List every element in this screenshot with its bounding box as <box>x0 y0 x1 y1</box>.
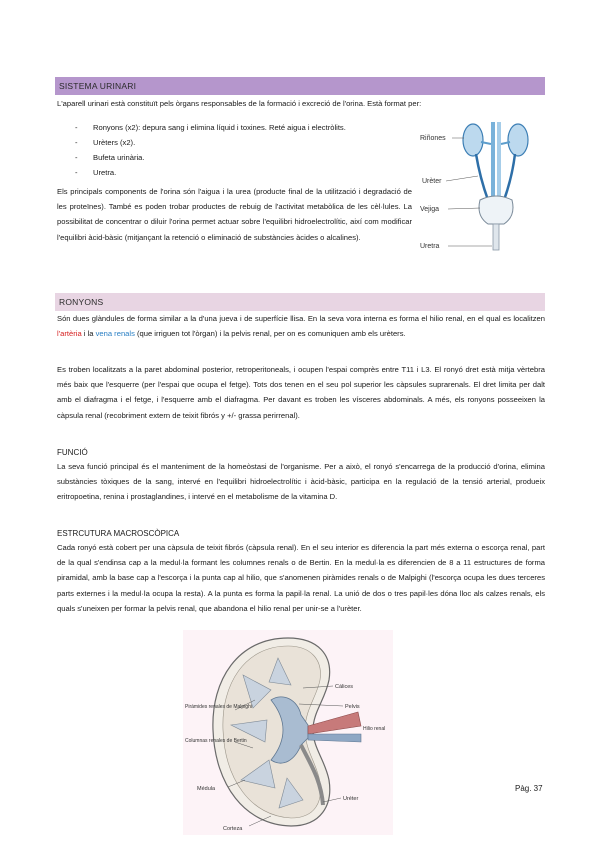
list-item: - Urèters (x2). <box>75 135 346 150</box>
urinary-system-figure <box>418 118 546 256</box>
label-ureter: Urèter <box>422 178 442 185</box>
list-item: - Uretra. <box>75 165 346 180</box>
section-header-sistema-urinari: SISTEMA URINARI <box>55 77 545 95</box>
label-columnas: Columnas renales de Bertin <box>185 738 247 744</box>
list-item: - Ronyons (x2): depura sang i elimina líquid i toxines. Reté aigua i electròlits. <box>75 120 346 135</box>
label-ureter: Uréter <box>343 796 359 802</box>
kidney-description-paragraph <box>57 311 545 341</box>
label-piramides: Pirámides renales de Malpighi <box>185 704 252 710</box>
section-header-ronyons: RONYONS <box>55 293 545 311</box>
kidney-location-paragraph: Es troben localitzats a la paret abdominal posterior, retroperitoneals, i ocupen l'espai comprès entre T11 i L3. El ronyó dret està mitja vèrtebra més baix que l'esquerre (per l'espai que ocupa el fetge). Tots dos tenen en el seu pol superior les càpsules suprarenals. El dret limita per dalt amb el diafragma i el fetge, i l'esquerre amb el diafragma. Per davant es troben les vísceres abdominals. A més, els ronyons posseeixen la càpsula renal (recobriment extern de teixit fibrós y +/- grassa perirrenal). <box>57 365 545 420</box>
label-calices: Cálices <box>335 684 354 690</box>
urine-components-paragraph: Els principals components de l'orina són l'aigua i la urea (producte final de la utilització i degradació de les proteïnes). També es poden trobar productes de rebuig de l'activitat metabòlica de les cèl·lules. La possibilitat de concentrar o diluir l'orina permet actuar sobre l'equilibri hidroelectrolític, així com modificar l'equilibri àcid-bàsic (mitjançant la retenció o eliminació de substàncies àcides o alcalines). <box>57 187 412 242</box>
macro-structure-heading: ESTRCUTURA MACROSCÒPICA <box>57 529 180 538</box>
kidney-text-2: i la <box>81 329 96 339</box>
macro-structure-paragraph: Cada ronyó està cobert per una càpsula de teixit fibrós (càpsula renal). En el seu interior es diferencia la part més externa o escorça renal, part de la qual s'endinsa cap a la medul·la formant les columnes renals o de Bertin. En la medul·la es diferencien de 8 a 11 estructures de forma piramidal, amb la base cap a l'escorça i la punta cap al hilio, que s'anomenen piràmides renals o de Malpighi (l'escorça ocupa les dues terceres parts externes i la medul·la ocupa la resta). A la punta es forma la papil·la renal. La unió de dos o tres papil·les dóna lloc als calzes renals, els quals s'uneixen per formar la pelvis renal, que abandona el hilio renal per unir-se a l'urèter. <box>57 543 545 613</box>
organs-list <box>75 120 346 180</box>
kidney-text-3: (que irriguen tot l'òrgan) i la pelvis renal, per on es comuniquen amb els urèters. <box>134 329 406 339</box>
label-hilio: Hilio renal <box>363 726 386 732</box>
label-bladder: Vejiga <box>420 206 440 213</box>
list-item: - Bufeta urinària. <box>75 150 346 165</box>
artery-highlight: l'artèria <box>57 329 82 339</box>
funcio-heading: FUNCIÓ <box>57 448 88 457</box>
intro-paragraph: L'aparell urinari està constituït pels òrgans responsables de la formació i excreció de l'orina. Està format per: <box>57 99 422 108</box>
label-pelvis: Pelvis <box>345 704 360 710</box>
label-urethra: Uretra <box>420 243 440 250</box>
kidney-section-figure <box>183 630 393 835</box>
funcio-paragraph: La seva funció principal és el manteniment de la homeòstasi de l'organisme. Per a això, el ronyó s'encarrega de la producció d'orina, elimina substàncies tòxiques de la sang, intervé en l'equilibri hidroelectrolític i àcid-bàsic, participa en la regulació de la tensió arterial, produeix eritropoetina, renina i prostaglandines, i intervé en el metabolisme de la vitamina D. <box>57 462 545 502</box>
kidney-section-illustration <box>183 630 393 835</box>
vein-highlight: vena renals <box>95 329 135 339</box>
urinary-system-illustration <box>418 118 546 256</box>
label-medula: Médula <box>197 786 216 792</box>
label-kidneys: Riñones <box>420 135 446 142</box>
page-number: Pàg. 37 <box>515 784 543 793</box>
kidney-text-1: Són dues glàndules de forma similar a la d'una jueva i de superfície llisa. En la seva vora interna es forma el hilio renal, en el qual es localitzen <box>57 314 545 323</box>
label-corteza: Corteza <box>223 826 243 832</box>
